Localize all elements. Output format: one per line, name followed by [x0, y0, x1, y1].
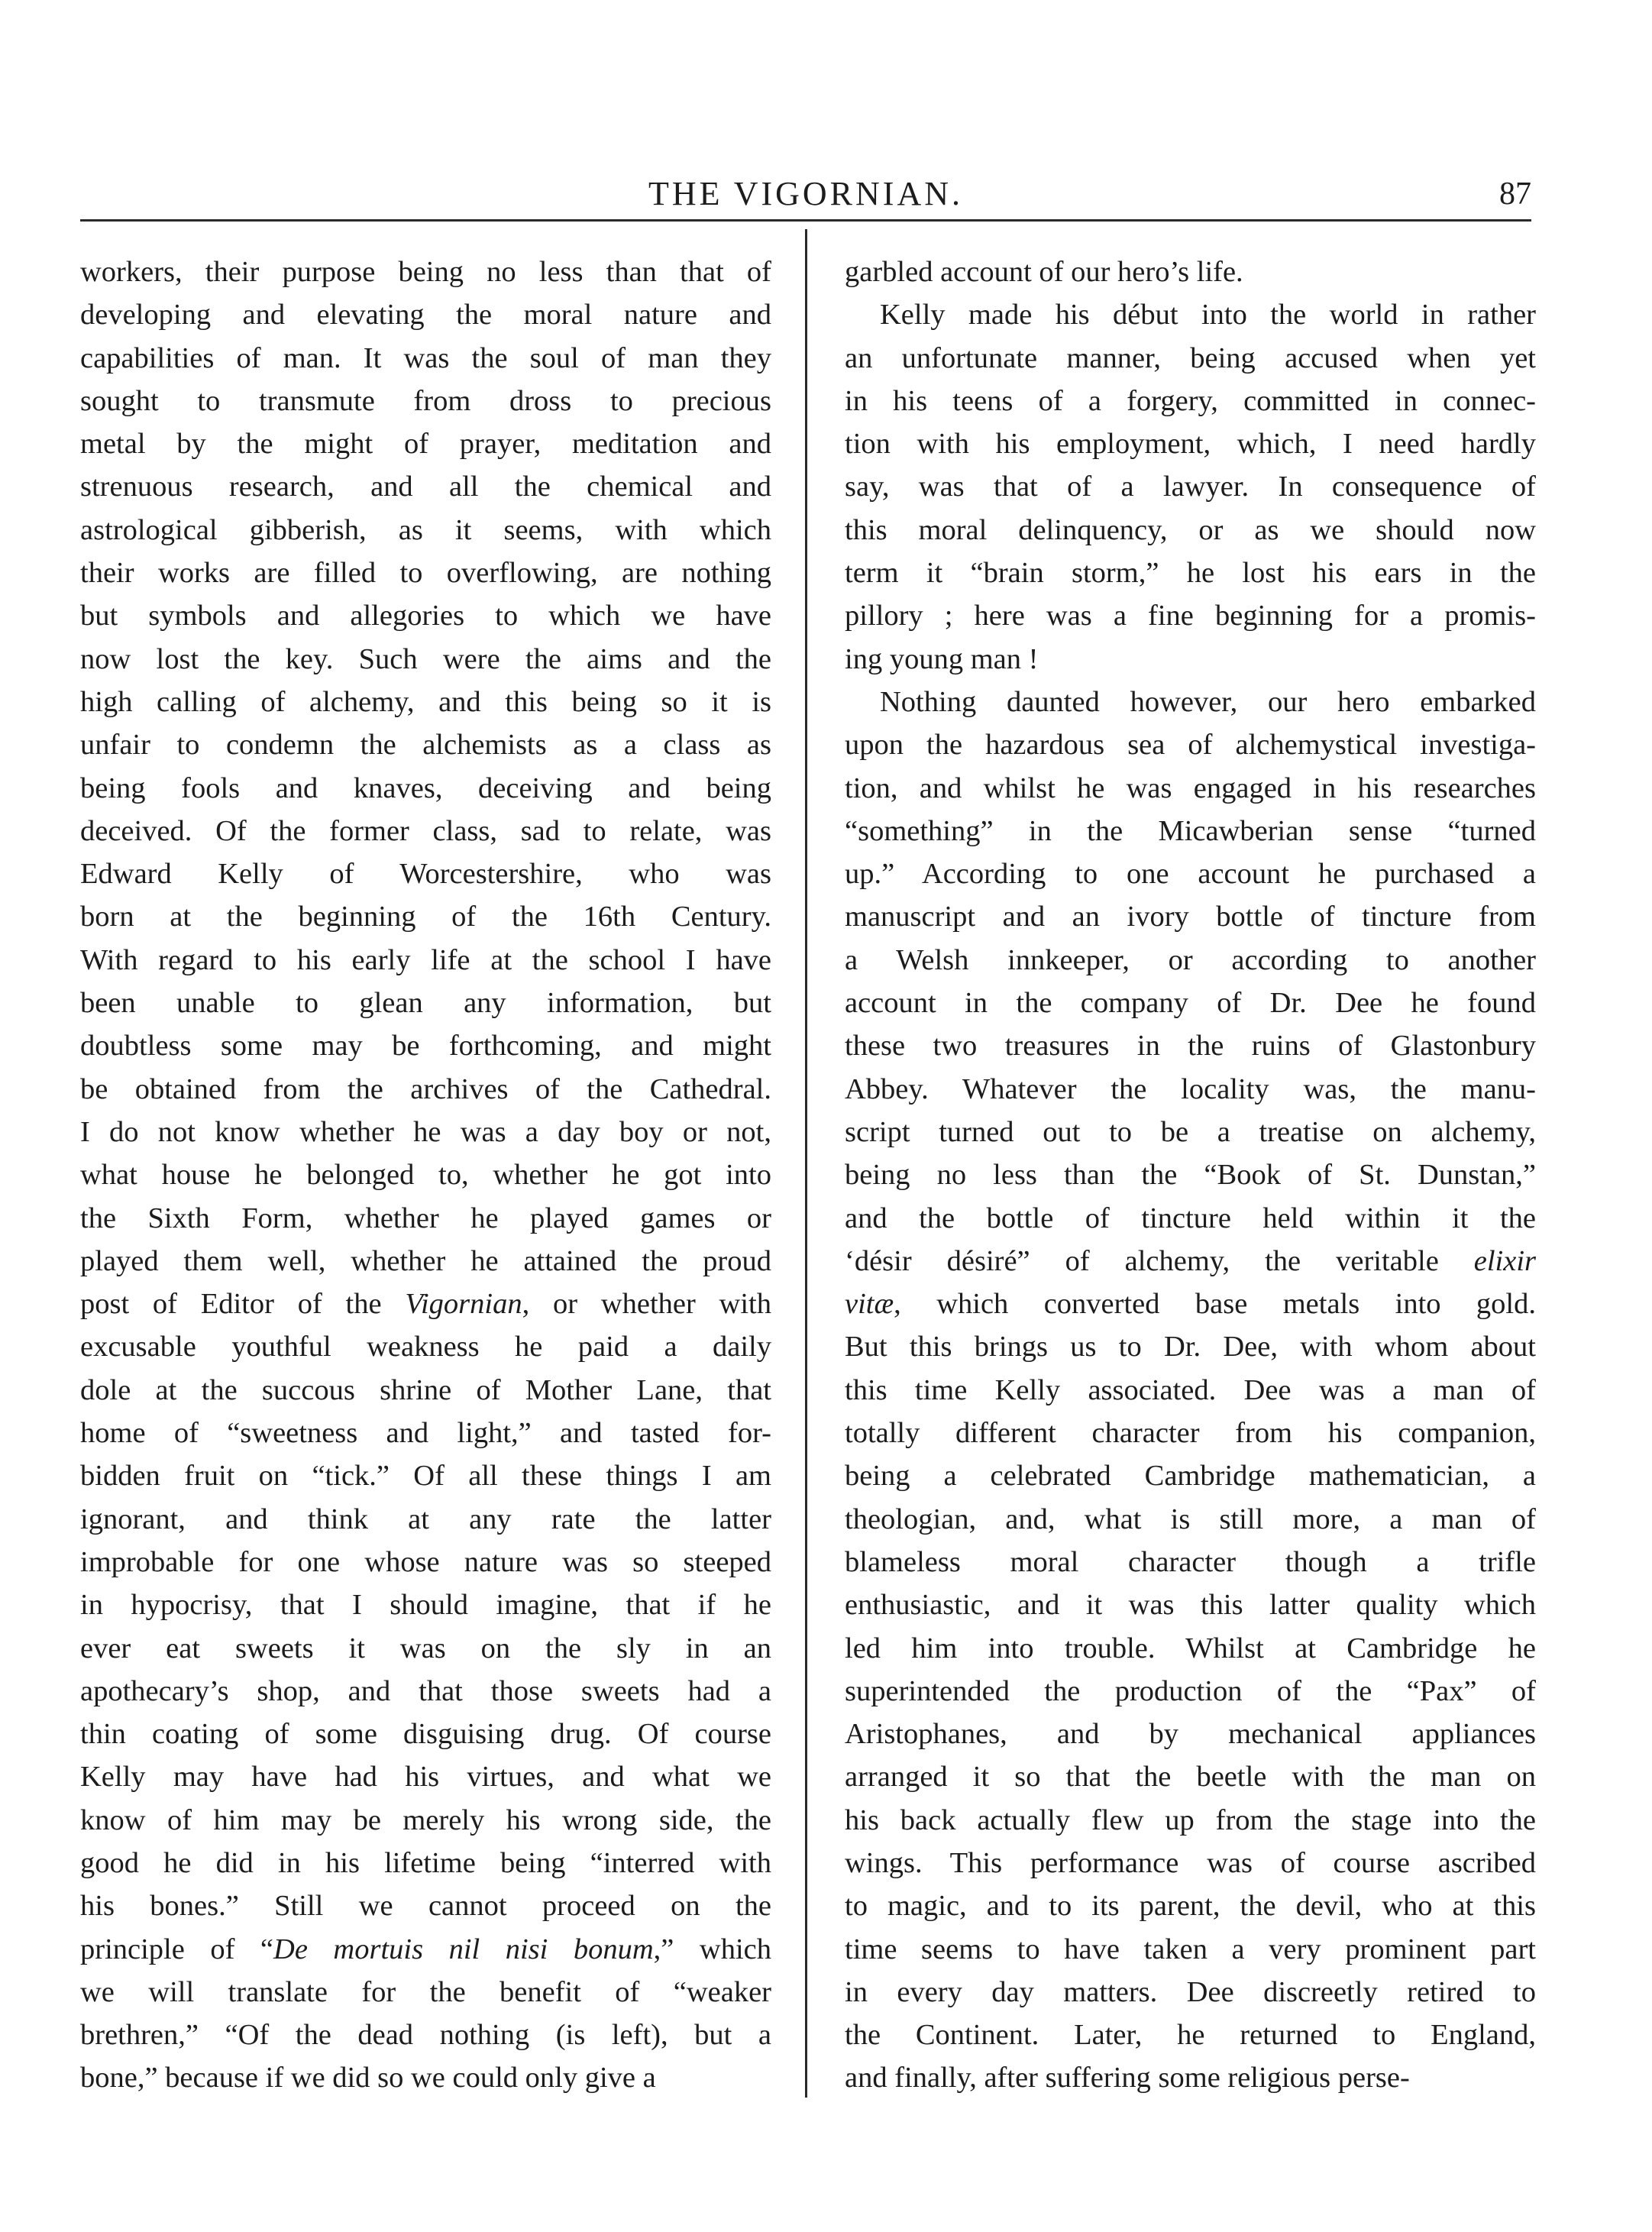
- text-line: account in the company of Dr. Dee he found: [845, 987, 1536, 1020]
- text-line: ‘désir désiré” of alchemy, the veritable elixir: [845, 1244, 1536, 1277]
- text-line: in every day matters. Dee discreetly retired to: [845, 1975, 1536, 2008]
- text-line: totally different character from his companion,: [845, 1417, 1536, 1450]
- running-header: [80, 167, 1531, 214]
- text-line: what house he belonged to, whether he got into: [80, 1159, 771, 1192]
- text-line: Abbey. Whatever the locality was, the manu-: [845, 1072, 1536, 1105]
- text-line: tion with his employment, which, I need hardly: [845, 428, 1536, 461]
- text-line: time seems to have taken a very prominent part: [845, 1933, 1536, 1965]
- text-line: post of Editor of the Vigornian, or whether with: [80, 1288, 771, 1321]
- text-line: vitæ, which converted base metals into gold.: [845, 1288, 1536, 1321]
- text-line: their works are filled to overflowing, are nothing: [80, 557, 771, 590]
- text-line: brethren,” “Of the dead nothing (is left), but a: [80, 2019, 771, 2052]
- text-line: now lost the key. Such were the aims and the: [80, 642, 771, 675]
- text-line: played them well, whether he attained the proud: [80, 1244, 771, 1277]
- text-line: an unfortunate manner, being accused when yet: [845, 341, 1536, 374]
- text-line: we will translate for the benefit of “weaker: [80, 1975, 771, 2008]
- text-line: blameless moral character though a trifle: [845, 1545, 1536, 1578]
- header-rule: [80, 219, 1531, 222]
- text-line: bone,” because if we did so we could only give a: [80, 2062, 656, 2095]
- text-line: up.” According to one account he purchased a: [845, 858, 1536, 891]
- text-line: Nothing daunted however, our hero embarked: [880, 685, 1536, 718]
- text-line: arranged it so that the beetle with the man on: [845, 1761, 1536, 1794]
- text-line: upon the hazardous sea of alchemystical investiga-: [845, 729, 1536, 762]
- left-column: [80, 251, 771, 2100]
- text-line: know of him may be merely his wrong side, the: [80, 1803, 771, 1836]
- text-line: led him into trouble. Whilst at Cambridge he: [845, 1632, 1536, 1664]
- text-line: being fools and knaves, deceiving and being: [80, 771, 771, 804]
- text-line: wings. This performance was of course ascribed: [845, 1846, 1536, 1879]
- text-line: in hypocrisy, that I should imagine, that if he: [80, 1589, 771, 1622]
- text-line: strenuous research, and all the chemical and: [80, 471, 771, 503]
- text-line: ing young man !: [845, 642, 1039, 675]
- text-line: be obtained from the archives of the Cathedral.: [80, 1072, 771, 1105]
- text-line: and finally, after suffering some religious perse-: [845, 2062, 1410, 2095]
- text-line: metal by the might of prayer, meditation and: [80, 428, 771, 461]
- text-line: ever eat sweets it was on the sly in an: [80, 1632, 771, 1664]
- text-line: this time Kelly associated. Dee was a man of: [845, 1373, 1536, 1406]
- column-divider: [805, 229, 807, 2098]
- text-line: sought to transmute from dross to precious: [80, 384, 771, 417]
- text-line: script turned out to be a treatise on alchemy,: [845, 1115, 1536, 1148]
- text-line: superintended the production of the “Pax” of: [845, 1674, 1536, 1707]
- text-line: born at the beginning of the 16th Century.: [80, 901, 771, 933]
- text-line: excusable youthful weakness he paid a daily: [80, 1331, 771, 1363]
- text-line: a Welsh innkeeper, or according to another: [845, 943, 1536, 976]
- text-line: bidden fruit on “tick.” Of all these things I am: [80, 1460, 771, 1493]
- text-line: tion, and whilst he was engaged in his researches: [845, 771, 1536, 804]
- text-line: garbled account of our hero’s life.: [845, 256, 1243, 288]
- text-line: pillory ; here was a fine beginning for a promis-: [845, 600, 1536, 632]
- text-line: deceived. Of the former class, sad to relate, was: [80, 814, 771, 847]
- text-line: Kelly may have had his virtues, and what we: [80, 1761, 771, 1794]
- text-line: capabilities of man. It was the soul of man they: [80, 341, 771, 374]
- text-line: high calling of alchemy, and this being so it is: [80, 685, 771, 718]
- page-number: 87: [1499, 176, 1531, 212]
- text-line: but symbols and allegories to which we have: [80, 600, 771, 632]
- text-line: dole at the succous shrine of Mother Lane, that: [80, 1373, 771, 1406]
- text-line: and the bottle of tincture held within it the: [845, 1202, 1536, 1234]
- text-line: his back actually flew up from the stage into the: [845, 1803, 1536, 1836]
- text-line: thin coating of some disguising drug. Of course: [80, 1718, 771, 1751]
- text-line: I do not know whether he was a day boy or not,: [80, 1115, 771, 1148]
- text-line: Kelly made his début into the world in rather: [880, 299, 1536, 332]
- text-line: these two treasures in the ruins of Glastonbury: [845, 1030, 1536, 1063]
- right-column: [845, 251, 1536, 2100]
- text-line: apothecary’s shop, and that those sweets had a: [80, 1674, 771, 1707]
- text-line: theologian, and, what is still more, a man of: [845, 1503, 1536, 1535]
- text-line: enthusiastic, and it was this latter quality which: [845, 1589, 1536, 1622]
- running-title: THE VIGORNIAN.: [648, 175, 964, 212]
- text-line: “something” in the Micawberian sense “turned: [845, 814, 1536, 847]
- text-line: being no less than the “Book of St. Dunstan,”: [845, 1159, 1536, 1192]
- text-line: unfair to condemn the alchemists as a class as: [80, 729, 771, 762]
- text-line: say, was that of a lawyer. In consequence of: [845, 471, 1536, 503]
- text-line: developing and elevating the moral nature and: [80, 299, 771, 332]
- text-line: the Sixth Form, whether he played games or: [80, 1202, 771, 1234]
- text-line: been unable to glean any information, but: [80, 987, 771, 1020]
- text-line: in his teens of a forgery, committed in connec-: [845, 384, 1536, 417]
- text-line: doubtless some may be forthcoming, and might: [80, 1030, 771, 1063]
- text-line: Edward Kelly of Worcestershire, who was: [80, 858, 771, 891]
- text-line: the Continent. Later, he returned to England,: [845, 2019, 1536, 2052]
- text-line: his bones.” Still we cannot proceed on the: [80, 1890, 771, 1923]
- text-line: this moral delinquency, or as we should now: [845, 513, 1536, 546]
- text-line: With regard to his early life at the school I have: [80, 943, 771, 976]
- text-line: home of “sweetness and light,” and tasted for-: [80, 1417, 771, 1450]
- text-line: Aristophanes, and by mechanical appliances: [845, 1718, 1536, 1751]
- text-line: improbable for one whose nature was so steeped: [80, 1545, 771, 1578]
- text-line: being a celebrated Cambridge mathematician, a: [845, 1460, 1536, 1493]
- text-line: But this brings us to Dr. Dee, with whom about: [845, 1331, 1536, 1363]
- text-line: term it “brain storm,” he lost his ears in the: [845, 557, 1536, 590]
- text-line: principle of “De mortuis nil nisi bonum,” which: [80, 1933, 771, 1965]
- text-line: to magic, and to its parent, the devil, who at this: [845, 1890, 1536, 1923]
- text-line: astrological gibberish, as it seems, with which: [80, 513, 771, 546]
- text-line: workers, their purpose being no less than that of: [80, 256, 771, 288]
- text-line: ignorant, and think at any rate the latter: [80, 1503, 771, 1535]
- text-line: good he did in his lifetime being “interred with: [80, 1846, 771, 1879]
- text-line: manuscript and an ivory bottle of tincture from: [845, 901, 1536, 933]
